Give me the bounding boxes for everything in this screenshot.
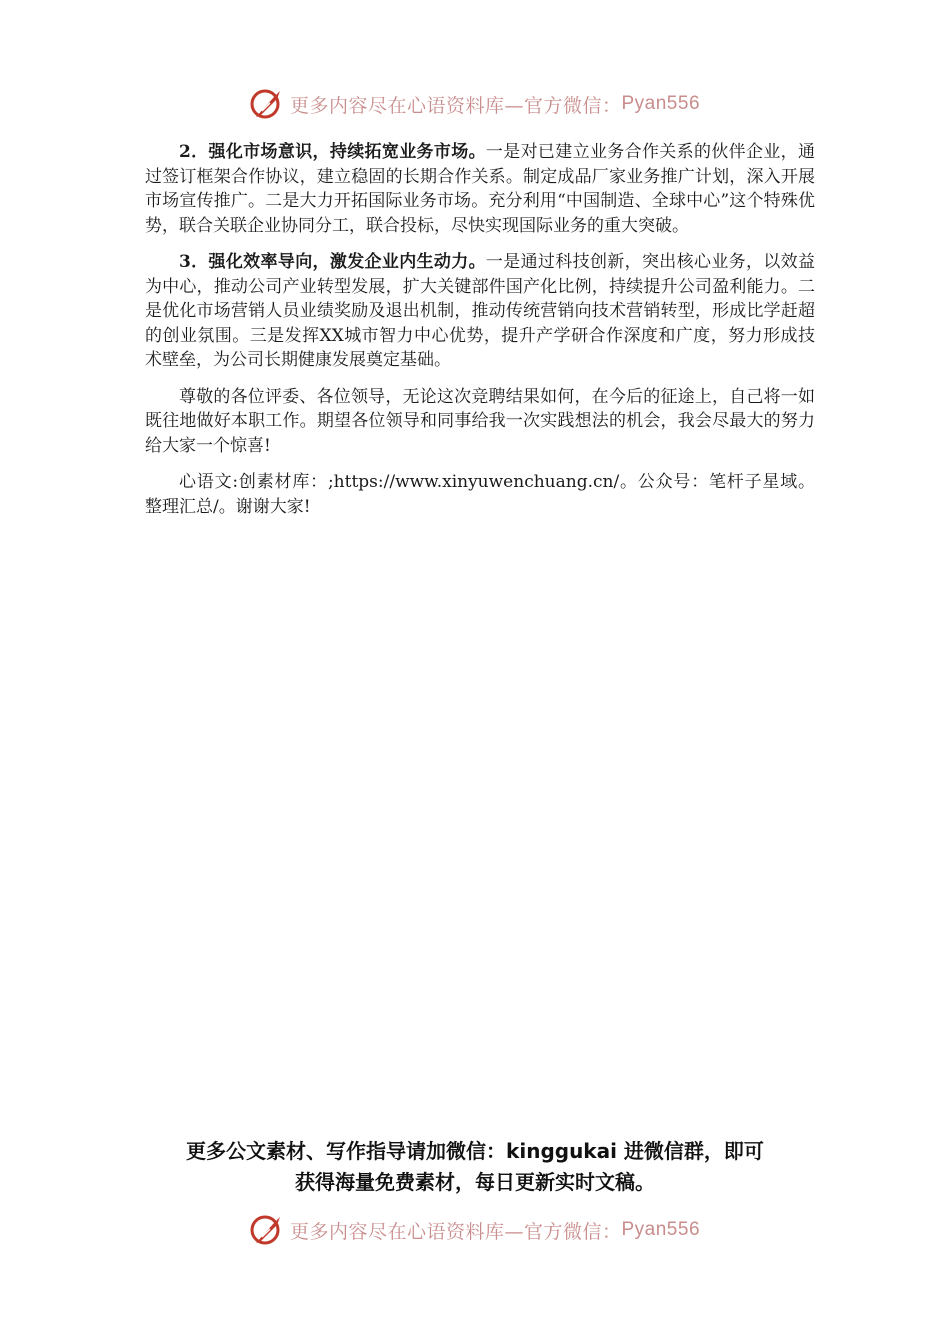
- paragraph-lead: 3．强化效率导向，激发企业内生动力。: [179, 252, 486, 272]
- paragraph-closing: [145, 385, 815, 459]
- watermark-wechat-id: Pyan556: [621, 93, 701, 114]
- paragraph-text: 尊敬的各位评委、各位领导，无论这次竞聘结果如何，在今后的征途上，自己将一如既往地做好本职工作。期望各位领导和同事给我一次实践想法的机会，我会尽最大的努力给大家一个惊喜!: [145, 386, 815, 456]
- promo-block: [150, 1136, 800, 1198]
- document-body: [145, 140, 815, 531]
- paragraph-text: 一是对已建立业务合作关系的伙伴企业，通过签订框架合作协议，建立稳固的长期合作关系。制定成品厂家业务推广计划，深入开展市场宣传推广。二是大力开拓国际业务市场。充分利用“中国制造、全球中心”这个特殊优势，联合关联企业协同分工，联合投标，尽快实现国际业务的重大突破。: [145, 142, 816, 236]
- watermark-site-text: 更多内容尽在心语资料库—官方微信：: [289, 1220, 622, 1243]
- promo-line-2: 获得海量免费素材，每日更新实时文稿。: [295, 1170, 655, 1194]
- paragraph-text: 心语文:创素材库：;https://www.xinyuwenchuang.cn/。公众号：笔杆子星域。整理汇总/。谢谢大家!: [145, 472, 815, 517]
- watermark-site-text: 更多内容尽在心语资料库—官方微信：: [289, 94, 622, 117]
- watermark-wechat-id: Pyan556: [621, 1219, 701, 1240]
- paragraph-source: [145, 470, 815, 519]
- footer-watermark: [0, 1210, 950, 1250]
- quill-logo-icon: [250, 1213, 284, 1247]
- paragraph-efficiency: [145, 250, 815, 373]
- paragraph-text: 一是通过科技创新，突出核心业务，以效益为中心，推动公司产业转型发展，扩大关键部件国产化比例，持续提升公司盈利能力。二是优化市场营销人员业绩奖励及退出机制，推动传统营销向技术营销转型，形成比学赶超的创业氛围。三是发挥XX城市智力中心优势，提升产学研合作深度和广度，努力形成技术壁垒，为公司长期健康发展奠定基础。: [145, 252, 816, 370]
- paragraph-market: [145, 140, 815, 238]
- paragraph-lead: 2．强化市场意识，持续拓宽业务市场。: [179, 142, 486, 162]
- header-watermark: [0, 84, 950, 124]
- promo-line-1: 更多公文素材、写作指导请加微信：kinggukai 进微信群，即可: [186, 1139, 764, 1163]
- quill-logo-icon: [250, 87, 284, 121]
